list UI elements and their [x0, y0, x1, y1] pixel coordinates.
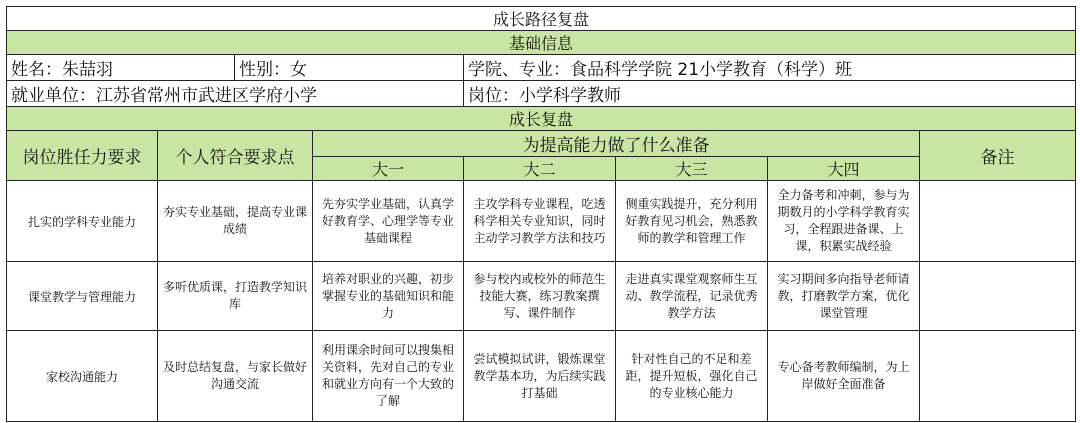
position-field: 岗位：小学科学教师	[464, 81, 1076, 107]
notes-cell	[920, 262, 1076, 331]
college-major-field: 学院、专业：食品科学学院 21小学教育（科学）班	[464, 55, 1076, 81]
growth-review-heading: 成长复盘	[7, 107, 1076, 131]
year-1-cell: 利用课余时间可以搜集相关资料，先对自己的专业和就业方向有一个大致的了解	[313, 331, 464, 422]
requirement-cell: 家校沟通能力	[7, 331, 158, 422]
preparation-column-header: 为提高能力做了什么准备	[313, 131, 920, 157]
year-1-cell: 培养对职业的兴趣，初步掌握专业的基础知识和能力	[313, 262, 464, 331]
table-row	[7, 181, 1076, 262]
table-row	[7, 331, 1076, 422]
growth-review-sheet	[6, 6, 1076, 422]
sheet-title: 成长路径复盘	[7, 7, 1076, 31]
table-row	[7, 262, 1076, 331]
year-2-cell: 尝试模拟试讲，锻炼课堂教学基本功，为后续实践打基础	[464, 331, 616, 422]
year-4-cell: 实习期间多向指导老师请教，打磨教学方案，优化课堂管理	[768, 262, 920, 331]
notes-cell	[920, 331, 1076, 422]
requirement-column-header: 岗位胜任力要求	[7, 131, 158, 181]
employer-field: 就业单位：江苏省常州市武进区学府小学	[7, 81, 464, 107]
year-4-cell: 全力备考和冲刺，参与为期数月的小学科学教育实习，全程跟进备课、上课，积累实战经验	[768, 181, 920, 262]
year-1-header: 大一	[313, 157, 464, 181]
basic-info-heading: 基础信息	[7, 31, 1076, 55]
requirement-cell: 课堂教学与管理能力	[7, 262, 158, 331]
year-2-cell: 参与校内或校外的师范生技能大赛，练习教案撰写、课件制作	[464, 262, 616, 331]
requirement-cell: 扎实的学科专业能力	[7, 181, 158, 262]
notes-column-header: 备注	[920, 131, 1076, 181]
personal-cell: 多听优质课，打造教学知识库	[158, 262, 313, 331]
year-2-cell: 主攻学科专业课程，吃透科学相关专业知识，同时主动学习教学方法和技巧	[464, 181, 616, 262]
year-4-header: 大四	[768, 157, 920, 181]
notes-cell	[920, 181, 1076, 262]
year-3-cell: 侧重实践提升，充分利用好教育见习机会，熟悉教师的教学和管理工作	[616, 181, 768, 262]
personal-cell: 及时总结复盘，与家长做好沟通交流	[158, 331, 313, 422]
year-2-header: 大二	[464, 157, 616, 181]
name-field: 姓名：朱喆羽	[7, 55, 235, 81]
gender-field: 性别：女	[235, 55, 464, 81]
personal-column-header: 个人符合要求点	[158, 131, 313, 181]
personal-cell: 夯实专业基础，提高专业课成绩	[158, 181, 313, 262]
year-1-cell: 先夯实学业基础，认真学好教育学、心理学等专业基础课程	[313, 181, 464, 262]
year-3-header: 大三	[616, 157, 768, 181]
year-3-cell: 针对性自己的不足和差距，提升短板，强化自己的专业核心能力	[616, 331, 768, 422]
year-3-cell: 走进真实课堂观察师生互动、教学流程，记录优秀教学方法	[616, 262, 768, 331]
year-4-cell: 专心备考教师编制，为上岸做好全面准备	[768, 331, 920, 422]
